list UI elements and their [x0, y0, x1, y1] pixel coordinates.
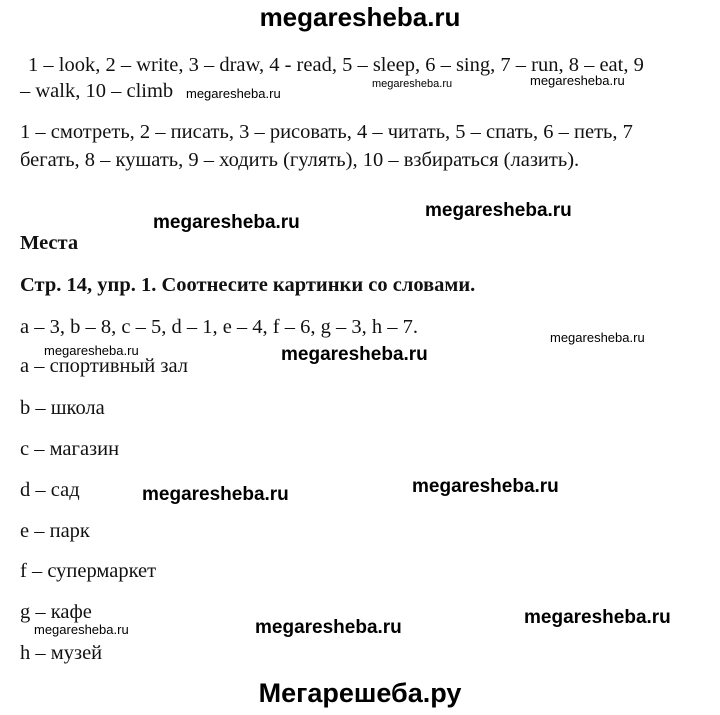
- list-item: f – супермаркет: [20, 560, 157, 582]
- russian-translation-line-1: 1 – смотреть, 2 – писать, 3 – рисовать, 4 – читать, 5 – спать, 6 – петь, 7: [20, 121, 633, 143]
- list-item: c – магазин: [20, 438, 120, 460]
- watermark: megaresheba.ru: [372, 78, 453, 90]
- exercise-heading: Стр. 14, упр. 1. Соотнесите картинки со словами.: [20, 274, 476, 296]
- list-item: h – музей: [20, 642, 103, 664]
- section-title: Места: [20, 232, 79, 254]
- russian-translation-line-2: бегать, 8 – кушать, 9 – ходить (гулять), 10 – взбираться (лазить).: [20, 149, 580, 171]
- english-answers-line-2: – walk, 10 – climb: [20, 80, 174, 102]
- watermark: megaresheba.ru: [142, 484, 289, 505]
- watermark: megaresheba.ru: [153, 212, 300, 233]
- watermark: megaresheba.ru: [44, 343, 139, 358]
- list-item: d – сад: [20, 479, 80, 501]
- watermark: megaresheba.ru: [412, 476, 559, 497]
- watermark: megaresheba.ru: [550, 330, 645, 345]
- watermark: megaresheba.ru: [186, 86, 281, 101]
- watermark: megaresheba.ru: [530, 73, 625, 88]
- watermark: megaresheba.ru: [255, 617, 402, 638]
- list-item: e – парк: [20, 520, 90, 542]
- list-item: g – кафе: [20, 601, 92, 623]
- site-header: megaresheba.ru: [259, 2, 461, 32]
- watermark: megaresheba.ru: [34, 622, 129, 637]
- watermark: megaresheba.ru: [425, 200, 572, 221]
- watermark: megaresheba.ru: [524, 607, 671, 628]
- answer-key: a – 3, b – 8, c – 5, d – 1, e – 4, f – 6, g – 3, h – 7.: [20, 316, 418, 338]
- english-answers-line-1: 1 – look, 2 – write, 3 – draw, 4 - read, 5 – sleep, 6 – sing, 7 – run, 8 – eat, 9: [28, 54, 644, 76]
- watermark: megaresheba.ru: [281, 344, 428, 365]
- site-footer: Мегарешеба.ру: [258, 678, 462, 708]
- list-item: b – школа: [20, 397, 105, 419]
- list-item: a – спортивный зал: [20, 355, 188, 377]
